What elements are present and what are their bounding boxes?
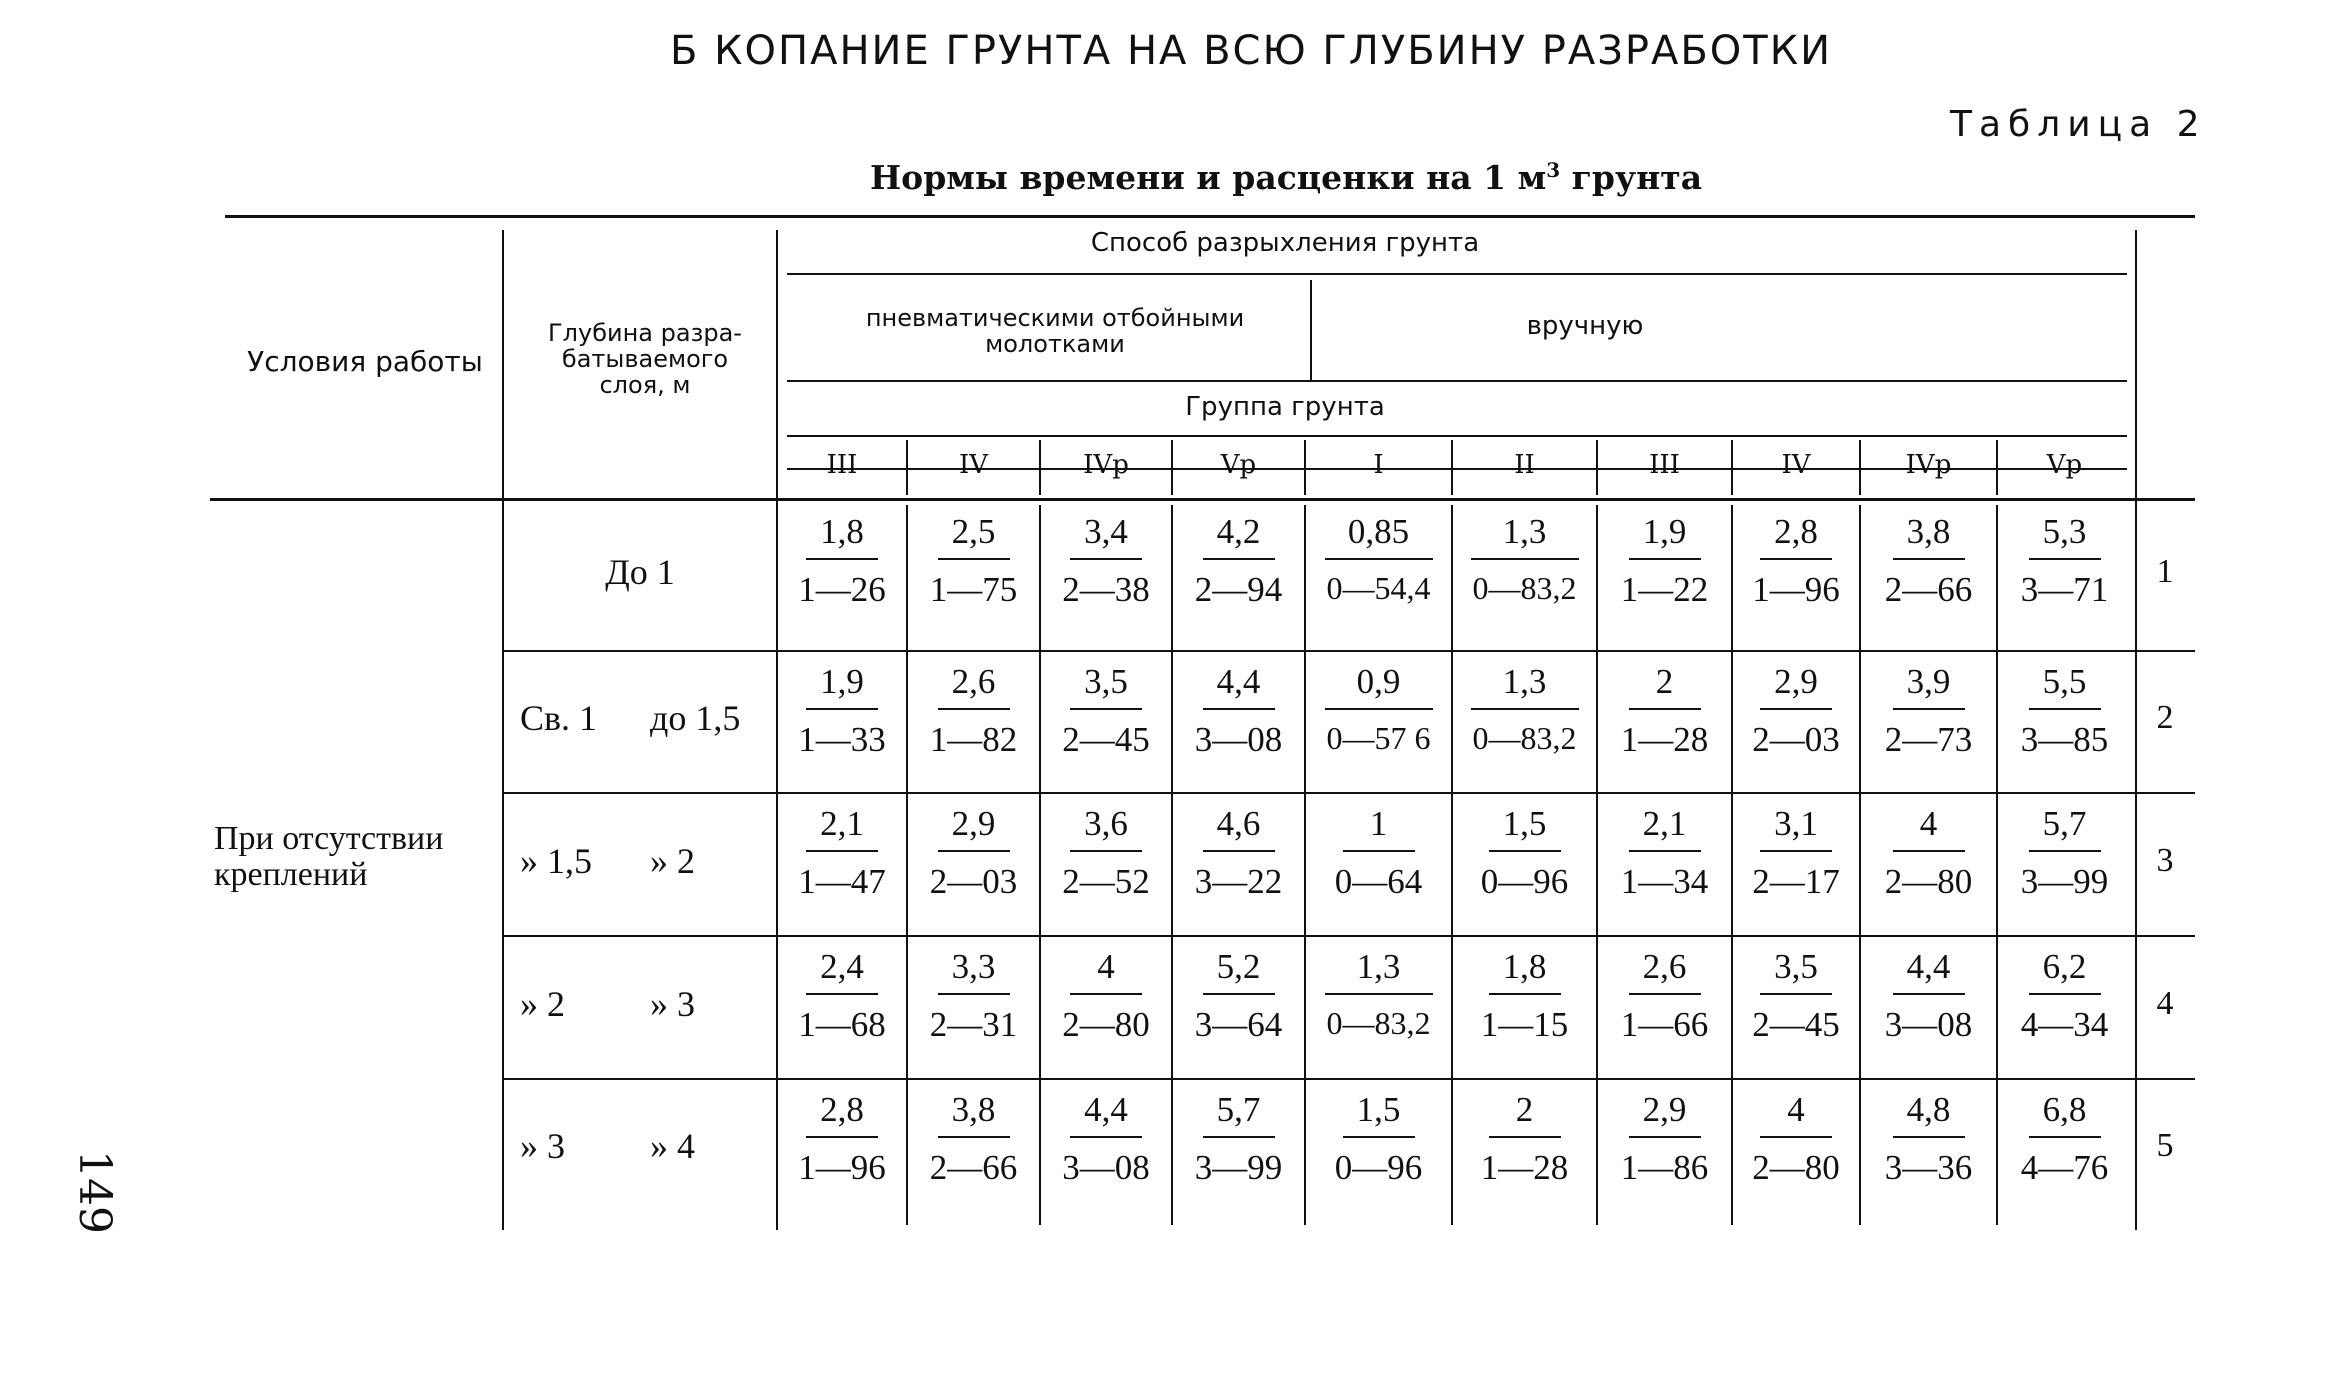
row-number: 2 [2156,699,2174,736]
caption-end: грунта [1560,158,1703,197]
rate: 1—96 [1752,570,1840,609]
rate: 2—66 [1884,570,1973,609]
norm-rate-cell [780,512,904,610]
norm-rate-cell [1043,662,1169,760]
time-norm: 3,8 [951,1090,996,1129]
norm-rate-cell [1600,804,1729,902]
time-norm: 2,9 [951,804,996,843]
time-norm: 3,8 [1906,512,1951,551]
condition-label: При отсутствии креплений [214,820,444,893]
fraction-bar [2029,1136,2101,1138]
rate: 0—83,2 [1472,570,1577,606]
norm-rate-cell [1455,662,1594,757]
fraction-bar [1760,708,1832,710]
depth-from: » 3 [520,1126,565,1166]
fraction-bar [1760,558,1832,560]
norm-rate-cell [1735,1090,1857,1188]
rate: 1—47 [798,862,886,901]
fraction-bar [806,708,878,710]
group-label: Vр [2046,450,2083,480]
divider-right [2135,230,2137,1230]
rate: 2—80 [1752,1148,1840,1187]
norm-rate-cell [1175,662,1302,760]
rate: 1—28 [1480,1148,1569,1187]
depth-label: До 1 [605,552,675,592]
norm-rate-cell [1455,947,1594,1045]
rate: 1—15 [1480,1005,1569,1044]
rate: 1—68 [798,1005,886,1044]
time-norm: 1,5 [1356,1090,1401,1129]
time-norm: 3,6 [1084,804,1128,843]
fraction-bar [1203,558,1275,560]
time-norm: 4,6 [1216,804,1261,843]
time-norm: 4 [1919,804,1938,843]
header-depth: Глубина разра- батываемого слоя, м [548,319,742,399]
norm-rate-cell [910,512,1037,610]
header-method: Способ разрыхления грунта [1090,228,1480,258]
norm-rate-cell [1175,947,1302,1045]
cell-separator [1171,505,1173,1225]
norm-rate-cell [1455,512,1594,607]
depth-from: » 1,5 [520,840,592,881]
depth-to: » 4 [650,1126,695,1166]
norm-rate-cell [1175,512,1302,610]
rate: 1—86 [1620,1148,1709,1187]
rate: 4—76 [2020,1148,2109,1187]
norm-rate-cell [1863,1090,1994,1188]
depth-to: » 3 [650,983,695,1024]
group-label: IVр [1083,450,1129,480]
group-label: III [826,450,858,480]
norm-rate-cell [1043,947,1169,1045]
norm-rate-cell [1308,662,1449,757]
fraction-bar [1070,558,1142,560]
fraction-bar [938,1136,1010,1138]
fraction-bar [1629,993,1701,995]
norm-rate-cell [1735,947,1857,1045]
table-caption [870,158,1702,197]
fraction-bar [1893,850,1965,852]
time-norm: 3,1 [1774,804,1818,843]
time-norm: 0,9 [1356,662,1401,701]
rate: 2—45 [1752,1005,1840,1044]
time-norm: 3,4 [1084,512,1128,551]
rate: 3—64 [1194,1005,1283,1044]
rate: 3—36 [1884,1148,1973,1187]
norm-rate-cell [2000,512,2129,610]
norm-rate-cell [1308,1090,1449,1188]
time-norm: 1,9 [1642,512,1687,551]
header-pneumatic: пневматическими отбойными молотками [865,304,1245,358]
rate: 0—57 6 [1326,720,1431,756]
time-norm: 3,3 [951,947,996,986]
page-number: 149 [69,1150,120,1234]
time-norm: 5,5 [2042,662,2087,701]
norm-rate-cell [780,1090,904,1188]
fraction-bar [1629,1136,1701,1138]
rate: 2—31 [929,1005,1018,1044]
rate: 4—34 [2020,1005,2109,1044]
time-norm: 1,3 [1356,947,1401,986]
rate: 0—96 [1334,1148,1423,1187]
group-separator [1731,440,1733,495]
rate: 1—66 [1620,1005,1709,1044]
fraction-bar [1203,1136,1275,1138]
row-rule [502,650,2195,652]
rate: 0—83,2 [1326,1005,1431,1041]
norm-rate-cell [2000,1090,2129,1188]
row-number: 5 [2156,1127,2174,1164]
fraction-bar [1629,558,1701,560]
header-manual: вручную [1526,311,1644,341]
rate: 2—17 [1752,862,1840,901]
row-number: 3 [2156,841,2174,879]
rate: 0—83,2 [1472,720,1577,756]
time-norm: 1,8 [1502,947,1547,986]
norm-rate-cell [1043,512,1169,610]
row-number: 4 [2156,984,2174,1022]
fraction-bar [2029,558,2101,560]
depth-to: до 1,5 [650,698,741,738]
rate: 3—99 [2020,862,2109,901]
depth-from: » 2 [520,983,565,1024]
time-norm: 2,1 [1642,804,1687,843]
time-norm: 2,9 [1642,1090,1687,1129]
norm-rate-cell [780,662,904,760]
group-separator [1859,440,1861,495]
rate: 0—64 [1334,862,1423,901]
fraction-bar [938,558,1010,560]
row-rule [502,1078,2195,1080]
rate: 3—22 [1194,862,1283,901]
group-label: Vр [1220,450,1257,480]
depth-to: » 2 [650,840,695,881]
cell-separator [1039,505,1041,1225]
fraction-bar [1760,850,1832,852]
caption-superscript: 3 [1546,158,1561,182]
fraction-bar [938,708,1010,710]
time-norm: 4,8 [1906,1090,1951,1129]
rate: 2—52 [1062,862,1150,901]
fraction-bar [938,993,1010,995]
rate: 2—45 [1062,720,1150,759]
norm-rate-cell [1863,947,1994,1045]
fraction-bar [1629,708,1701,710]
fraction-bar [1070,993,1142,995]
cell-separator [906,505,908,1225]
fraction-bar [938,850,1010,852]
norm-rate-cell [1175,1090,1302,1188]
time-norm: 2,6 [951,662,996,701]
norm-rate-cell [1600,1090,1729,1188]
fraction-bar [2029,993,2101,995]
rate: 0—96 [1480,862,1569,901]
group-separator [1304,440,1306,495]
group-separator [1039,440,1041,495]
rate: 1—75 [929,570,1018,609]
header-soil-group: Группа грунта [1185,392,1385,422]
cell-separator [1304,505,1306,1225]
fraction-bar [1203,850,1275,852]
time-norm: 4,4 [1084,1090,1128,1129]
fraction-bar [1070,708,1142,710]
time-norm: 1,8 [820,512,864,551]
time-norm: 3,5 [1774,947,1818,986]
rate: 1—82 [929,720,1018,759]
divider-pneumatic-manual [1310,280,1312,380]
header-work-conditions: Условия работы [247,345,483,378]
norm-rate-cell [2000,804,2129,902]
norm-rate-cell [1600,512,1729,610]
time-norm: 4,4 [1906,947,1951,986]
time-norm: 5,7 [2042,804,2087,843]
fraction-bar [806,850,878,852]
rate: 1—26 [798,570,886,609]
group-label: IV [958,450,989,480]
fraction-bar [1325,558,1433,560]
norm-rate-cell [910,662,1037,760]
norm-rate-cell [1455,804,1594,902]
time-norm: 4 [1097,947,1115,986]
fraction-bar [1070,850,1142,852]
time-norm: 1,3 [1502,662,1547,701]
row-rule [502,792,2195,794]
fraction-bar [1070,1136,1142,1138]
time-norm: 1 [1369,804,1388,843]
time-norm: 0,85 [1347,512,1410,551]
fraction-bar [1629,850,1701,852]
rate: 2—38 [1062,570,1150,609]
depth-from: Св. 1 [520,698,598,738]
norm-rate-cell [780,947,904,1045]
cell-separator [1596,505,1598,1225]
norm-rate-cell [2000,947,2129,1045]
fraction-bar [1893,993,1965,995]
rate: 2—80 [1062,1005,1150,1044]
fraction-bar [1471,708,1579,710]
subheader-rule [787,380,2127,382]
norm-rate-cell [910,804,1037,902]
group-label: III [1649,450,1680,480]
time-norm: 5,7 [1216,1090,1261,1129]
norm-rate-cell [910,1090,1037,1188]
norm-rate-cell [1308,804,1449,902]
time-norm: 1,9 [820,662,864,701]
time-norm: 2,8 [820,1090,864,1129]
time-norm: 3,5 [1084,662,1128,701]
rate: 2—73 [1884,720,1973,759]
norm-rate-cell [1308,947,1449,1042]
norm-rate-cell [1735,662,1857,760]
rate: 3—08 [1062,1148,1150,1187]
time-norm: 5,3 [2042,512,2087,551]
fraction-bar [1343,850,1415,852]
rate: 2—66 [929,1148,1018,1187]
group-separator [1451,440,1453,495]
table-top-rule [225,215,2195,218]
cell-separator [1859,505,1861,1225]
rate: 3—85 [2020,720,2109,759]
fraction-bar [1893,558,1965,560]
group-separator [1596,440,1598,495]
rate: 2—94 [1194,570,1283,609]
time-norm: 1,3 [1502,512,1547,551]
rate: 3—71 [2020,570,2109,609]
group-label: I [1373,450,1384,480]
norm-rate-cell [1863,804,1994,902]
time-norm: 4 [1787,1090,1805,1129]
time-norm: 4,4 [1216,662,1261,701]
time-norm: 2,8 [1774,512,1818,551]
header-bottom-rule [210,498,2195,501]
norm-rate-cell [1735,512,1857,610]
time-norm: 2,9 [1774,662,1818,701]
fraction-bar [1325,993,1433,995]
time-norm: 2,5 [951,512,996,551]
rate: 2—03 [929,862,1018,901]
time-norm: 2,1 [820,804,864,843]
fraction-bar [1489,1136,1561,1138]
norm-rate-cell [780,804,904,902]
cell-separator [1451,505,1453,1225]
fraction-bar [806,1136,878,1138]
time-norm: 2,6 [1642,947,1687,986]
group-rule [787,435,2127,437]
norm-rate-cell [1863,512,1994,610]
norm-rate-cell [2000,662,2129,760]
group-label: II [1514,450,1535,480]
group-label: IV [1781,450,1811,480]
fraction-bar [1203,993,1275,995]
fraction-bar [1489,850,1561,852]
time-norm: 2 [1655,662,1674,701]
rate: 0—54,4 [1326,570,1431,606]
fraction-bar [1489,993,1561,995]
row-rule [502,935,2195,937]
time-norm: 2 [1515,1090,1534,1129]
rate: 1—28 [1620,720,1709,759]
norm-rate-cell [1043,1090,1169,1188]
group-separator [906,440,908,495]
fraction-bar [806,558,878,560]
group-label: IVр [1905,450,1952,480]
norm-rate-cell [1600,662,1729,760]
divider-conditions [502,230,504,1230]
rate: 3—08 [1194,720,1283,759]
rate: 2—03 [1752,720,1840,759]
norm-rate-cell [1308,512,1449,607]
rate: 1—96 [798,1148,886,1187]
fraction-bar [2029,708,2101,710]
norm-rate-cell [1455,1090,1594,1188]
rate: 2—80 [1884,862,1973,901]
fraction-bar [2029,850,2101,852]
time-norm: 5,2 [1216,947,1261,986]
fraction-bar [1203,708,1275,710]
norm-rate-cell [1735,804,1857,902]
fraction-bar [1760,993,1832,995]
norm-rate-cell [1175,804,1302,902]
fraction-bar [1893,1136,1965,1138]
time-norm: 4,2 [1216,512,1261,551]
time-norm: 3,9 [1906,662,1951,701]
fraction-bar [1760,1136,1832,1138]
group-separator [1171,440,1173,495]
cell-separator [1996,505,1998,1225]
section-title: Б КОПАНИЕ ГРУНТА НА ВСЮ ГЛУБИНУ РАЗРАБОТКИ [670,28,1833,74]
rate: 3—99 [1194,1148,1283,1187]
row-number: 1 [2156,553,2174,590]
rate: 3—08 [1884,1005,1973,1044]
fraction-bar [1325,708,1433,710]
fraction-bar [1471,558,1579,560]
norm-rate-cell [1043,804,1169,902]
fraction-bar [806,993,878,995]
fraction-bar [1343,1136,1415,1138]
time-norm: 6,8 [2042,1090,2087,1129]
caption-text: Нормы времени и расценки на 1 м [870,158,1547,197]
rate: 1—22 [1620,570,1709,609]
norm-rate-cell [910,947,1037,1045]
time-norm: 2,4 [820,947,864,986]
rate: 1—34 [1620,862,1709,901]
divider-depth [776,230,778,1230]
table-number: Таблица 2 [1950,104,2207,145]
method-rule [787,273,2127,275]
time-norm: 6,2 [2042,947,2087,986]
norm-rate-cell [1863,662,1994,760]
cell-separator [1731,505,1733,1225]
rate: 1—33 [798,720,886,759]
time-norm: 1,5 [1502,804,1547,843]
fraction-bar [1893,708,1965,710]
norm-rate-cell [1600,947,1729,1045]
group-separator [1996,440,1998,495]
